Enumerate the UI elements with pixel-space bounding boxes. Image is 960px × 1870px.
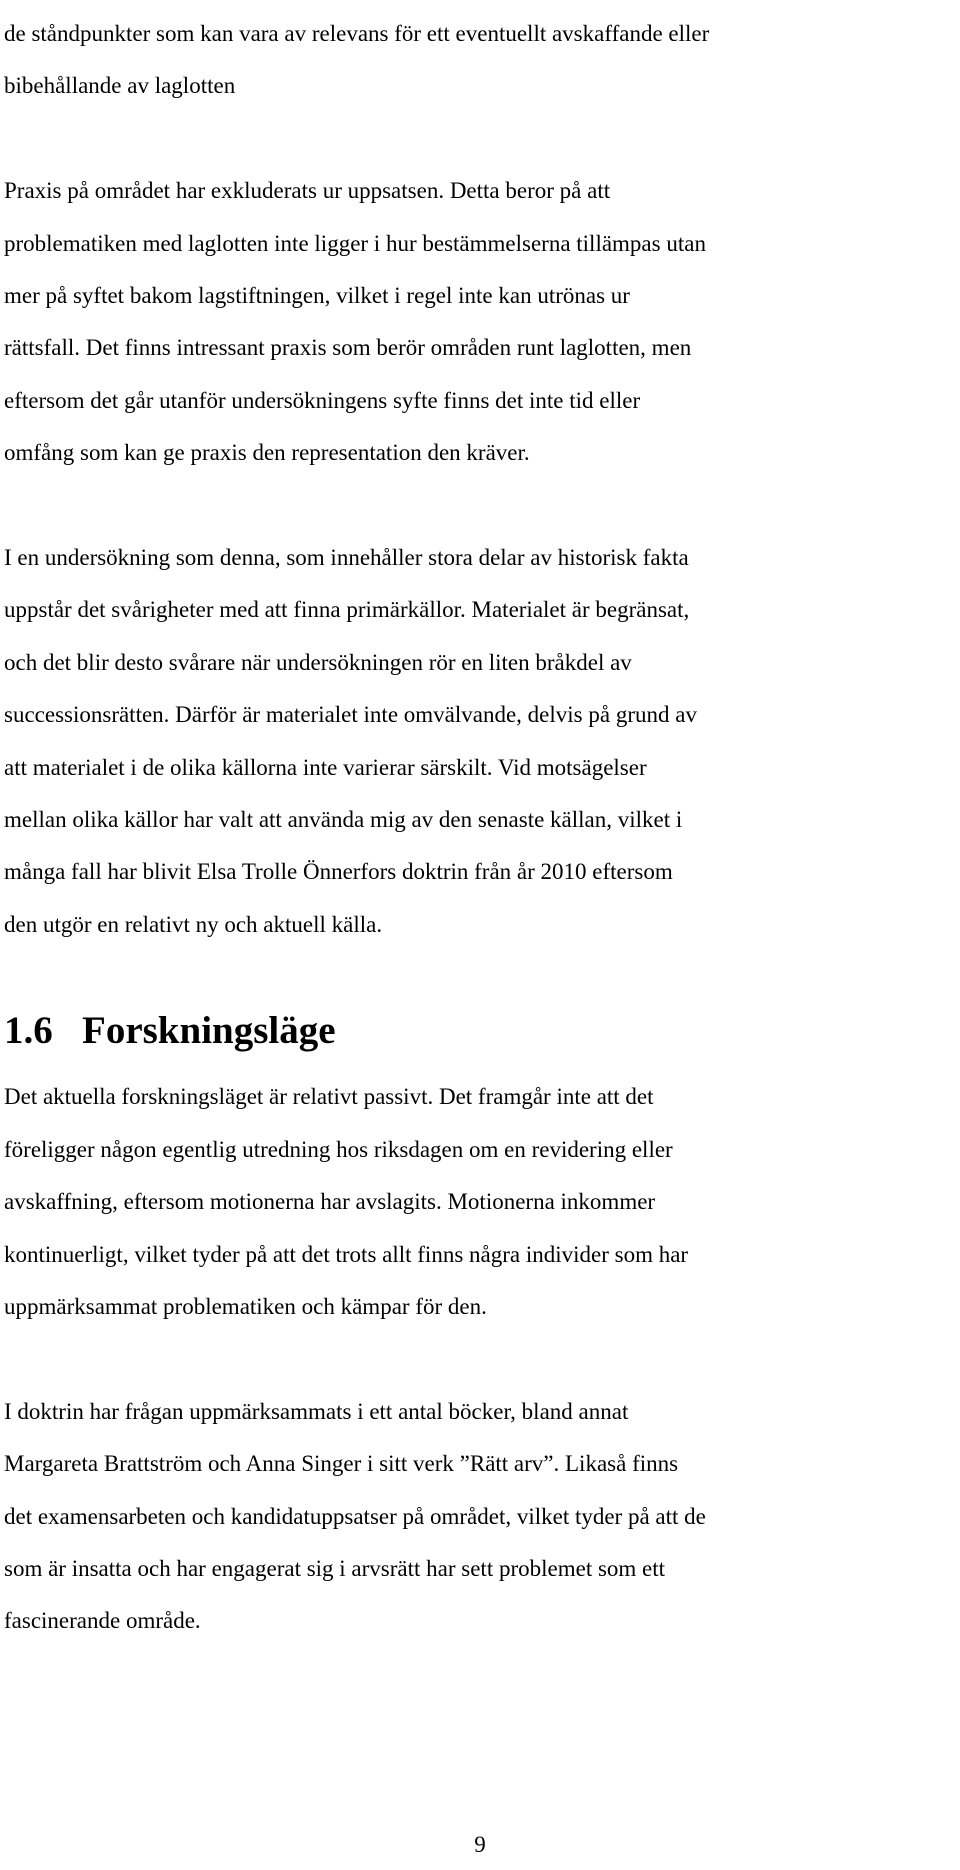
paragraph-gap xyxy=(4,113,944,165)
text-line: mellan olika källor har valt att använda mig av den senaste källan, vilket i xyxy=(4,807,683,833)
text-line: många fall har blivit Elsa Trolle Önnerfors doktrin från år 2010 eftersom xyxy=(4,859,673,885)
page-number: 9 xyxy=(474,1832,486,1857)
text-line: I en undersökning som denna, som innehåller stora delar av historisk fakta xyxy=(4,545,689,571)
text-line: fascinerande område. xyxy=(4,1608,201,1634)
text-line: mer på syftet bakom lagstiftningen, vilket i regel inte kan utrönas ur xyxy=(4,283,630,309)
text-line: uppstår det svårigheter med att finna primärkällor. Materialet är begränsat, xyxy=(4,597,690,623)
text-line: Det aktuella forskningsläget är relativt passivt. Det framgår inte att det xyxy=(4,1084,654,1110)
text-line: den utgör en relativt ny och aktuell källa. xyxy=(4,911,383,937)
text-line: att materialet i de olika källorna inte varierar särskilt. Vid motsägelser xyxy=(4,754,647,780)
text-line: som är insatta och har engagerat sig i arvsrätt har sett problemet som ett xyxy=(4,1555,666,1581)
section-title: Forskningsläge xyxy=(82,1009,336,1053)
text-line: Margareta Brattström och Anna Singer i sitt verk ”Rätt arv”. Likaså finns xyxy=(4,1451,679,1477)
section-heading xyxy=(4,1001,944,1061)
text-line: kontinuerligt, vilket tyder på att det trots allt finns några individer som har xyxy=(4,1241,689,1267)
paragraph-5 xyxy=(4,1386,944,1648)
paragraph-gap xyxy=(4,480,944,532)
text-line: de ståndpunkter som kan vara av relevans för ett eventuellt avskaffande eller xyxy=(4,21,710,46)
text-line: rättsfall. Det finns intressant praxis som berör områden runt laglotten, men xyxy=(4,335,692,361)
text-line: bibehållande av laglotten xyxy=(4,73,236,99)
text-line: I doktrin har frågan uppmärksammats i ett antal böcker, bland annat xyxy=(4,1398,629,1424)
paragraph-1 xyxy=(4,8,944,113)
section-number: 1.6 xyxy=(4,1009,53,1053)
paragraph-4 xyxy=(4,1071,944,1333)
text-line: successionsrätten. Därför är materialet inte omvälvande, delvis på grund av xyxy=(4,702,697,728)
text-line: Praxis på området har exkluderats ur uppsatsen. Detta beror på att xyxy=(4,178,611,204)
page-content xyxy=(4,8,944,1648)
text-line: föreligger någon egentlig utredning hos riksdagen om en revidering eller xyxy=(4,1136,673,1162)
text-line: eftersom det går utanför undersökningens syfte finns det inte tid eller xyxy=(4,387,641,413)
text-line: avskaffning, eftersom motionerna har avslagits. Motionerna inkommer xyxy=(4,1189,656,1215)
paragraph-gap xyxy=(4,1333,944,1385)
text-line: och det blir desto svårare när undersökningen rör en liten bråkdel av xyxy=(4,649,632,675)
text-line: det examensarbeten och kandidatuppsatser på området, vilket tyder på att de xyxy=(4,1503,706,1529)
paragraph-3 xyxy=(4,532,944,951)
paragraph-2 xyxy=(4,165,944,479)
text-line: omfång som kan ge praxis den representation den kräver. xyxy=(4,440,530,466)
text-line: problematiken med laglotten inte ligger i hur bestämmelserna tillämpas utan xyxy=(4,230,706,256)
text-line: uppmärksammat problematiken och kämpar för den. xyxy=(4,1293,487,1319)
